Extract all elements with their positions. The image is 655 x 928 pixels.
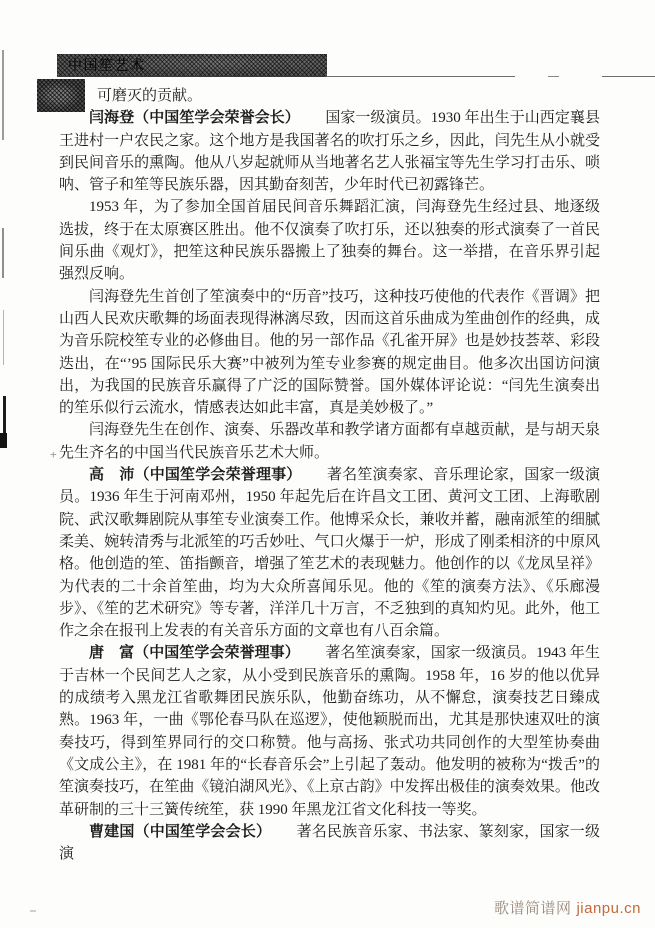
paragraph-text: 国家一级演员。1930 年出生于山西定襄县王进村一户农民之家。这个地方是我国著名的吹打乐之乡，因此，闫先生从小就受到民间音乐的熏陶。他从八岁起就师从当地著名艺人张福宝等先生学习打击乐、唢呐、管子和笙等民族乐器，因其勤奋刻苦，少年时代已初露锋芒。 xyxy=(59,110,600,194)
paragraph-yan-haideng-intro xyxy=(59,107,600,196)
header-rule-segment xyxy=(326,76,515,77)
paragraph-text: 可磨灭的贡献。 xyxy=(97,88,203,104)
paragraph-cao-jianguo xyxy=(59,821,600,866)
watermark xyxy=(494,897,641,918)
scan-artifact-line xyxy=(2,228,4,278)
entry-title: （中国笙学会会长） xyxy=(134,822,272,840)
scan-artifact-blob xyxy=(0,433,7,448)
paragraph-text: 著名笙演奏家、音乐理论家，国家一级演员。1936 年生于河南邓州，1950 年起先后在许昌文工团、黄河文工团、上海歌剧院、武汉歌舞剧院从事笙专业演奏工作。他博采众长，兼收并蓄，融南派笙的细腻柔美、婉转清秀与北派笙的巧舌妙吐、气口火爆于一炉，形成了刚柔相济的中原风格。他创造的笙、笛指颤音，增强了笙艺术的表现魅力。他创作的以《龙凤呈祥》为代表的二十余首笙曲，均为大众所喜闻乐见。他的《笙的演奏方法》、《乐廊漫步》、《笙的艺术研究》等专著，洋洋几十万言，不乏独到的真知灼见。此外，他工作之余在报刊上发表的有关音乐方面的文章也有八百余篇。 xyxy=(59,467,600,640)
header-rule-segment xyxy=(602,76,655,77)
header-rule-segment xyxy=(548,76,559,77)
entry-title: （中国笙学会荣誉理事） xyxy=(134,466,302,484)
entry-name: 闫海登 xyxy=(89,109,135,127)
entry-title: （中国笙学会荣誉会长） xyxy=(134,109,300,127)
paragraph-text: 闫海登先生首创了笙演奏中的“历音”技巧，这种技巧使他的代表作《晋调》把山西人民欢庆歌舞的场面表现得淋漓尽致，因而这首乐曲成为笙曲创作的经典，成为音乐院校笙专业的必修曲目。他的另一部作品《孔雀开屏》也是妙技荟萃、彩段迭出，在“’95 国际民乐大赛”中被列为笙专业参赛的规定曲目。他多次出国访问演出，为我国的民族音乐赢得了广泛的国际赞誉。国外媒体评论说：“闫先生演奏出的笙乐似行云流水，情感表达如此丰富，真是美妙极了。” xyxy=(59,288,600,417)
paragraph-carryover xyxy=(59,85,600,107)
paragraph-yan-haideng-legacy xyxy=(59,419,600,464)
paragraph-text: 著名笙演奏家，国家一级演员。1943 年生于吉林一个民间艺人之家，从小受到民族音乐的熏陶。1958 年，16 岁的他以优异的成绩考入黑龙江省歌舞团民族乐队，他勤奋练功，从不懈怠，演奏技艺日臻成熟。1963 年，一曲《鄂伦春马队在巡逻》，使他颖脱而出，尤其是那快速双吐的演奏技巧，得到笙界同行的交口称赞。他与高扬、张式功共同创作的大型笙协奏曲《文成公主》，在 1981 年的“长春音乐会”上引起了轰动。他发明的被称为“拨舌”的笙演奏技巧，在笙曲《镜泊湖风光》、《上京古韵》中发挥出极佳的演奏效果。他改革研制的三十三簧传统笙，获 1990 年黑龙江省文化科技一等奖。 xyxy=(59,645,600,818)
watermark-site-name: 歌谱简谱网 xyxy=(493,900,572,917)
entry-name: 唐 富 xyxy=(89,644,135,662)
paragraph-text: 著名民族音乐家、书法家、篆刻家，国家一级演 xyxy=(59,823,600,863)
paragraph-text: 1953 年，为了参加全国首届民间音乐舞蹈汇演，闫海登先生经过县、地逐级选拔，终于在太原赛区胜出。他不仅演奏了吹打乐，还以独奏的形式演奏了一首民间乐曲《观灯》，把笙这种民族乐器搬上了独奏的舞台。这一举措，在音乐界引起强烈反响。 xyxy=(59,199,600,283)
entry-title: （中国笙学会荣誉理事） xyxy=(134,644,300,662)
paragraph-yan-haideng-technique xyxy=(59,286,600,420)
entry-name: 曹建国 xyxy=(89,822,135,840)
scan-artifact-dash xyxy=(30,910,36,912)
scan-artifact-line xyxy=(2,50,4,140)
body-text-column xyxy=(59,85,600,865)
header-band xyxy=(57,54,327,77)
paragraph-yan-haideng-1953 xyxy=(59,196,600,285)
scan-artifact-plus: + xyxy=(50,448,57,461)
scan-artifact-line xyxy=(3,396,6,434)
paragraph-text: 闫海登先生在创作、演奏、乐器改革和教学诸方面都有卓越贡献，是与胡天泉先生齐名的中国当代民族音乐艺术大师。 xyxy=(59,422,600,461)
paragraph-gao-pei xyxy=(59,464,600,642)
paragraph-tang-fu xyxy=(59,642,600,820)
watermark-site-url: jianpu.cn xyxy=(576,900,641,917)
scan-artifact-line xyxy=(3,310,4,365)
entry-name: 高 沛 xyxy=(89,466,135,484)
book-title: 中国笙艺术 xyxy=(68,57,146,73)
